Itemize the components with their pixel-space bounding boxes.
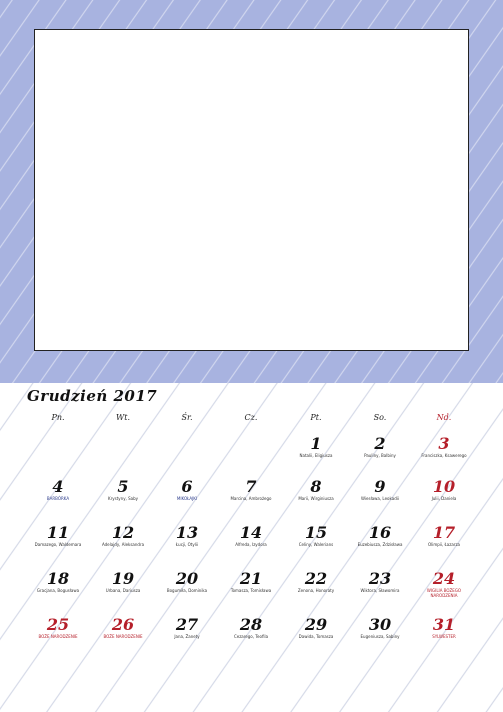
day-cell <box>286 435 346 458</box>
day-note: Krystyny, Saby <box>108 496 138 501</box>
day-note: Jana, Żanety <box>174 634 200 639</box>
day-note: Cezarego, Teofila <box>233 634 269 639</box>
day-cell <box>350 435 410 458</box>
day-number: 7 <box>245 477 257 496</box>
day-note: Olimpii, Łazarza <box>427 542 461 547</box>
weekday-label: So. <box>373 413 387 422</box>
day-cell <box>221 478 281 501</box>
day-note: Franciszka, Ksawerego <box>421 453 467 458</box>
day-cell <box>350 616 410 639</box>
day-note: Dawida, Tomasza <box>298 634 334 639</box>
day-number: 15 <box>304 523 328 542</box>
day-number: 4 <box>52 477 64 496</box>
day-cell <box>221 570 281 593</box>
day-note: Wiesława, Leokadii <box>361 496 399 501</box>
day-cell <box>157 570 217 593</box>
day-cell <box>414 524 474 547</box>
day-cell <box>414 570 474 598</box>
day-number: 23 <box>368 569 392 588</box>
day-note: Gracjana, Bogusława <box>36 588 80 593</box>
day-note: Marii, Wirginiusza <box>298 496 334 501</box>
day-note: Łucji, Otylii <box>175 542 199 547</box>
day-note: MIKOŁAJKI <box>176 496 198 501</box>
day-note: BOŻE NARODZENIE <box>103 634 143 639</box>
day-cell <box>93 478 153 501</box>
day-cell <box>28 478 88 501</box>
day-number: 29 <box>304 615 328 634</box>
month-title: Grudzień 2017 <box>27 387 158 405</box>
day-note: Wiktora, Sławomira <box>360 588 400 593</box>
day-cell <box>286 478 346 501</box>
day-number: 26 <box>111 615 135 634</box>
day-cell <box>93 616 153 639</box>
day-cell <box>350 570 410 593</box>
day-note: Adelajdy, Aleksandra <box>101 542 145 547</box>
day-cell <box>157 478 217 501</box>
day-number: 6 <box>181 477 193 496</box>
day-number: 12 <box>111 523 135 542</box>
weekday-label: Nd. <box>436 413 452 422</box>
day-number: 8 <box>310 477 322 496</box>
day-cell <box>286 616 346 639</box>
weekday-label: Pn. <box>51 413 65 422</box>
day-note: Zenona, Honoraty <box>297 588 335 593</box>
day-number: 13 <box>175 523 199 542</box>
day-note: Tomasza, Tomisława <box>230 588 272 593</box>
day-number: 14 <box>239 523 263 542</box>
photo-frame <box>34 29 469 351</box>
day-cell <box>28 524 88 547</box>
day-number: 28 <box>239 615 263 634</box>
day-cell <box>350 478 410 501</box>
day-cell <box>157 616 217 639</box>
day-number: 19 <box>111 569 135 588</box>
day-number: 25 <box>46 615 70 634</box>
day-note: Natalii, Eligiusza <box>299 453 333 458</box>
day-note: WIGILIA BOŻEGO NARODZENIA <box>426 588 462 598</box>
day-note: Bogumiła, Dominika <box>166 588 208 593</box>
day-note: Marcina, Ambrożego <box>230 496 272 501</box>
day-cell <box>28 616 88 639</box>
day-cell <box>414 435 474 458</box>
day-note: Euzebiusza, Zdzisława <box>357 542 403 547</box>
day-cell <box>286 524 346 547</box>
weekday-label: Pt. <box>310 413 322 422</box>
day-cell <box>286 570 346 593</box>
day-number: 1 <box>310 434 322 453</box>
day-note: Alfreda, Izydora <box>235 542 267 547</box>
day-number: 30 <box>368 615 392 634</box>
day-number: 20 <box>175 569 199 588</box>
day-number: 31 <box>432 615 456 634</box>
day-note: Urbana, Dariusza <box>105 588 141 593</box>
day-number: 27 <box>175 615 199 634</box>
day-note: Pauliny, Balbiny <box>364 453 396 458</box>
day-number: 2 <box>374 434 386 453</box>
day-note: Celiny, Walerians <box>298 542 334 547</box>
day-cell <box>350 524 410 547</box>
day-number: 9 <box>374 477 386 496</box>
day-number: 16 <box>368 523 392 542</box>
day-cell <box>414 616 474 639</box>
day-number: 24 <box>432 569 456 588</box>
day-cell <box>221 524 281 547</box>
day-cell <box>93 570 153 593</box>
day-note: BARBÓRKA <box>46 496 70 501</box>
weekday-label: Śr. <box>181 413 193 422</box>
day-number: 10 <box>432 477 456 496</box>
day-number: 17 <box>432 523 456 542</box>
day-note: Eugeniusza, Sabiny <box>360 634 400 639</box>
day-note: Damazego, Waldemara <box>34 542 82 547</box>
day-number: 22 <box>304 569 328 588</box>
day-cell <box>93 524 153 547</box>
day-note: Julii, Daniela <box>431 496 457 501</box>
day-cell <box>221 616 281 639</box>
day-cell <box>28 570 88 593</box>
weekday-label: Cz. <box>244 413 258 422</box>
calendar-area <box>0 383 503 712</box>
day-cell <box>157 524 217 547</box>
day-cell <box>414 478 474 501</box>
weekday-label: Wt. <box>116 413 130 422</box>
day-number: 18 <box>46 569 70 588</box>
day-note: SYLWESTER <box>432 634 456 639</box>
day-number: 11 <box>46 523 70 542</box>
day-number: 3 <box>438 434 450 453</box>
day-number: 5 <box>117 477 129 496</box>
day-number: 21 <box>239 569 263 588</box>
day-note: BOŻE NARODZENIE <box>38 634 78 639</box>
